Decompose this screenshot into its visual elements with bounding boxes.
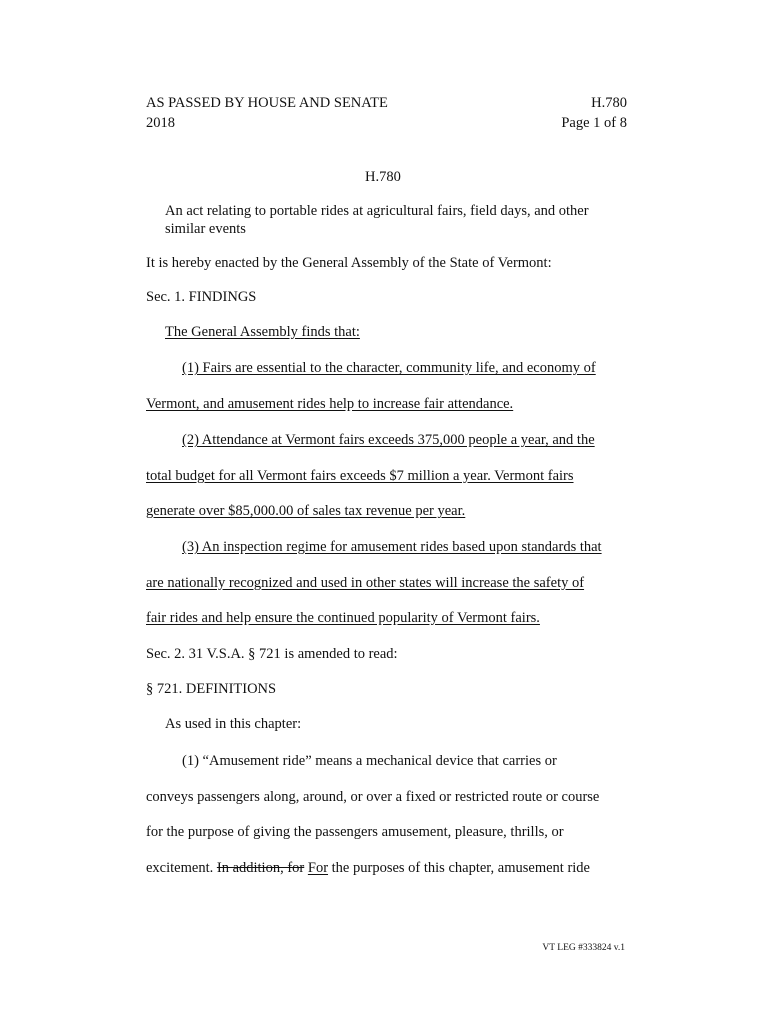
- bill-number: H.780: [365, 169, 401, 185]
- header-left: [146, 93, 388, 133]
- finding-1-line-1: (1) Fairs are essential to the character, community life, and economy of: [182, 360, 596, 376]
- finding-1-line-2: Vermont, and amusement rides help to increase fair attendance.: [146, 396, 514, 412]
- finding-3-line-3: fair rides and help ensure the continued popularity of Vermont fairs.: [146, 610, 540, 626]
- finding-2-line-1: (2) Attendance at Vermont fairs exceeds 375,000 people a year, and the: [182, 432, 595, 448]
- definition-1-line-4: [146, 858, 590, 878]
- struck-text: In addition, for: [216, 860, 305, 876]
- definition-1-line-4-end: the purposes of this chapter, amusement ride: [328, 860, 590, 876]
- finding-3-line-2: are nationally recognized and used in other states will increase the safety of: [146, 575, 585, 591]
- header-page-number: Page 1 of 8: [561, 115, 627, 131]
- finding-3-line-1: (3) An inspection regime for amusement rides based upon standards that: [182, 539, 602, 555]
- finding-2-line-2: total budget for all Vermont fairs exceeds $7 million a year. Vermont fairs: [146, 468, 574, 484]
- header-bill-number: H.780: [591, 95, 627, 111]
- sec2-intro: As used in this chapter:: [165, 716, 302, 732]
- bill-title-line-2: similar events: [165, 221, 246, 237]
- sec1-heading: Sec. 1. FINDINGS: [146, 289, 257, 305]
- bill-title-line-1: An act relating to portable rides at agricultural fairs, field days, and other: [165, 203, 589, 219]
- enacting-clause: It is hereby enacted by the General Assembly of the State of Vermont:: [146, 255, 552, 271]
- footer-doc-id: VT LEG #333824 v.1: [542, 943, 625, 953]
- inserted-text: For: [307, 860, 329, 876]
- definition-1-line-4-start: excitement.: [146, 860, 217, 876]
- definition-1-line-1: (1) “Amusement ride” means a mechanical device that carries or: [182, 753, 557, 769]
- sec1-intro: The General Assembly finds that:: [165, 324, 360, 340]
- finding-2-line-3: generate over $85,000.00 of sales tax revenue per year.: [146, 503, 466, 519]
- definition-1-line-3: for the purpose of giving the passengers amusement, pleasure, thrills, or: [146, 824, 564, 840]
- header-year: 2018: [146, 115, 175, 131]
- definition-1-line-2: conveys passengers along, around, or over a fixed or restricted route or course: [146, 789, 600, 805]
- header-status: AS PASSED BY HOUSE AND SENATE: [146, 95, 388, 111]
- sec2-heading: Sec. 2. 31 V.S.A. § 721 is amended to read:: [146, 646, 398, 662]
- header-right: [561, 93, 627, 133]
- section-721-heading: § 721. DEFINITIONS: [146, 681, 277, 697]
